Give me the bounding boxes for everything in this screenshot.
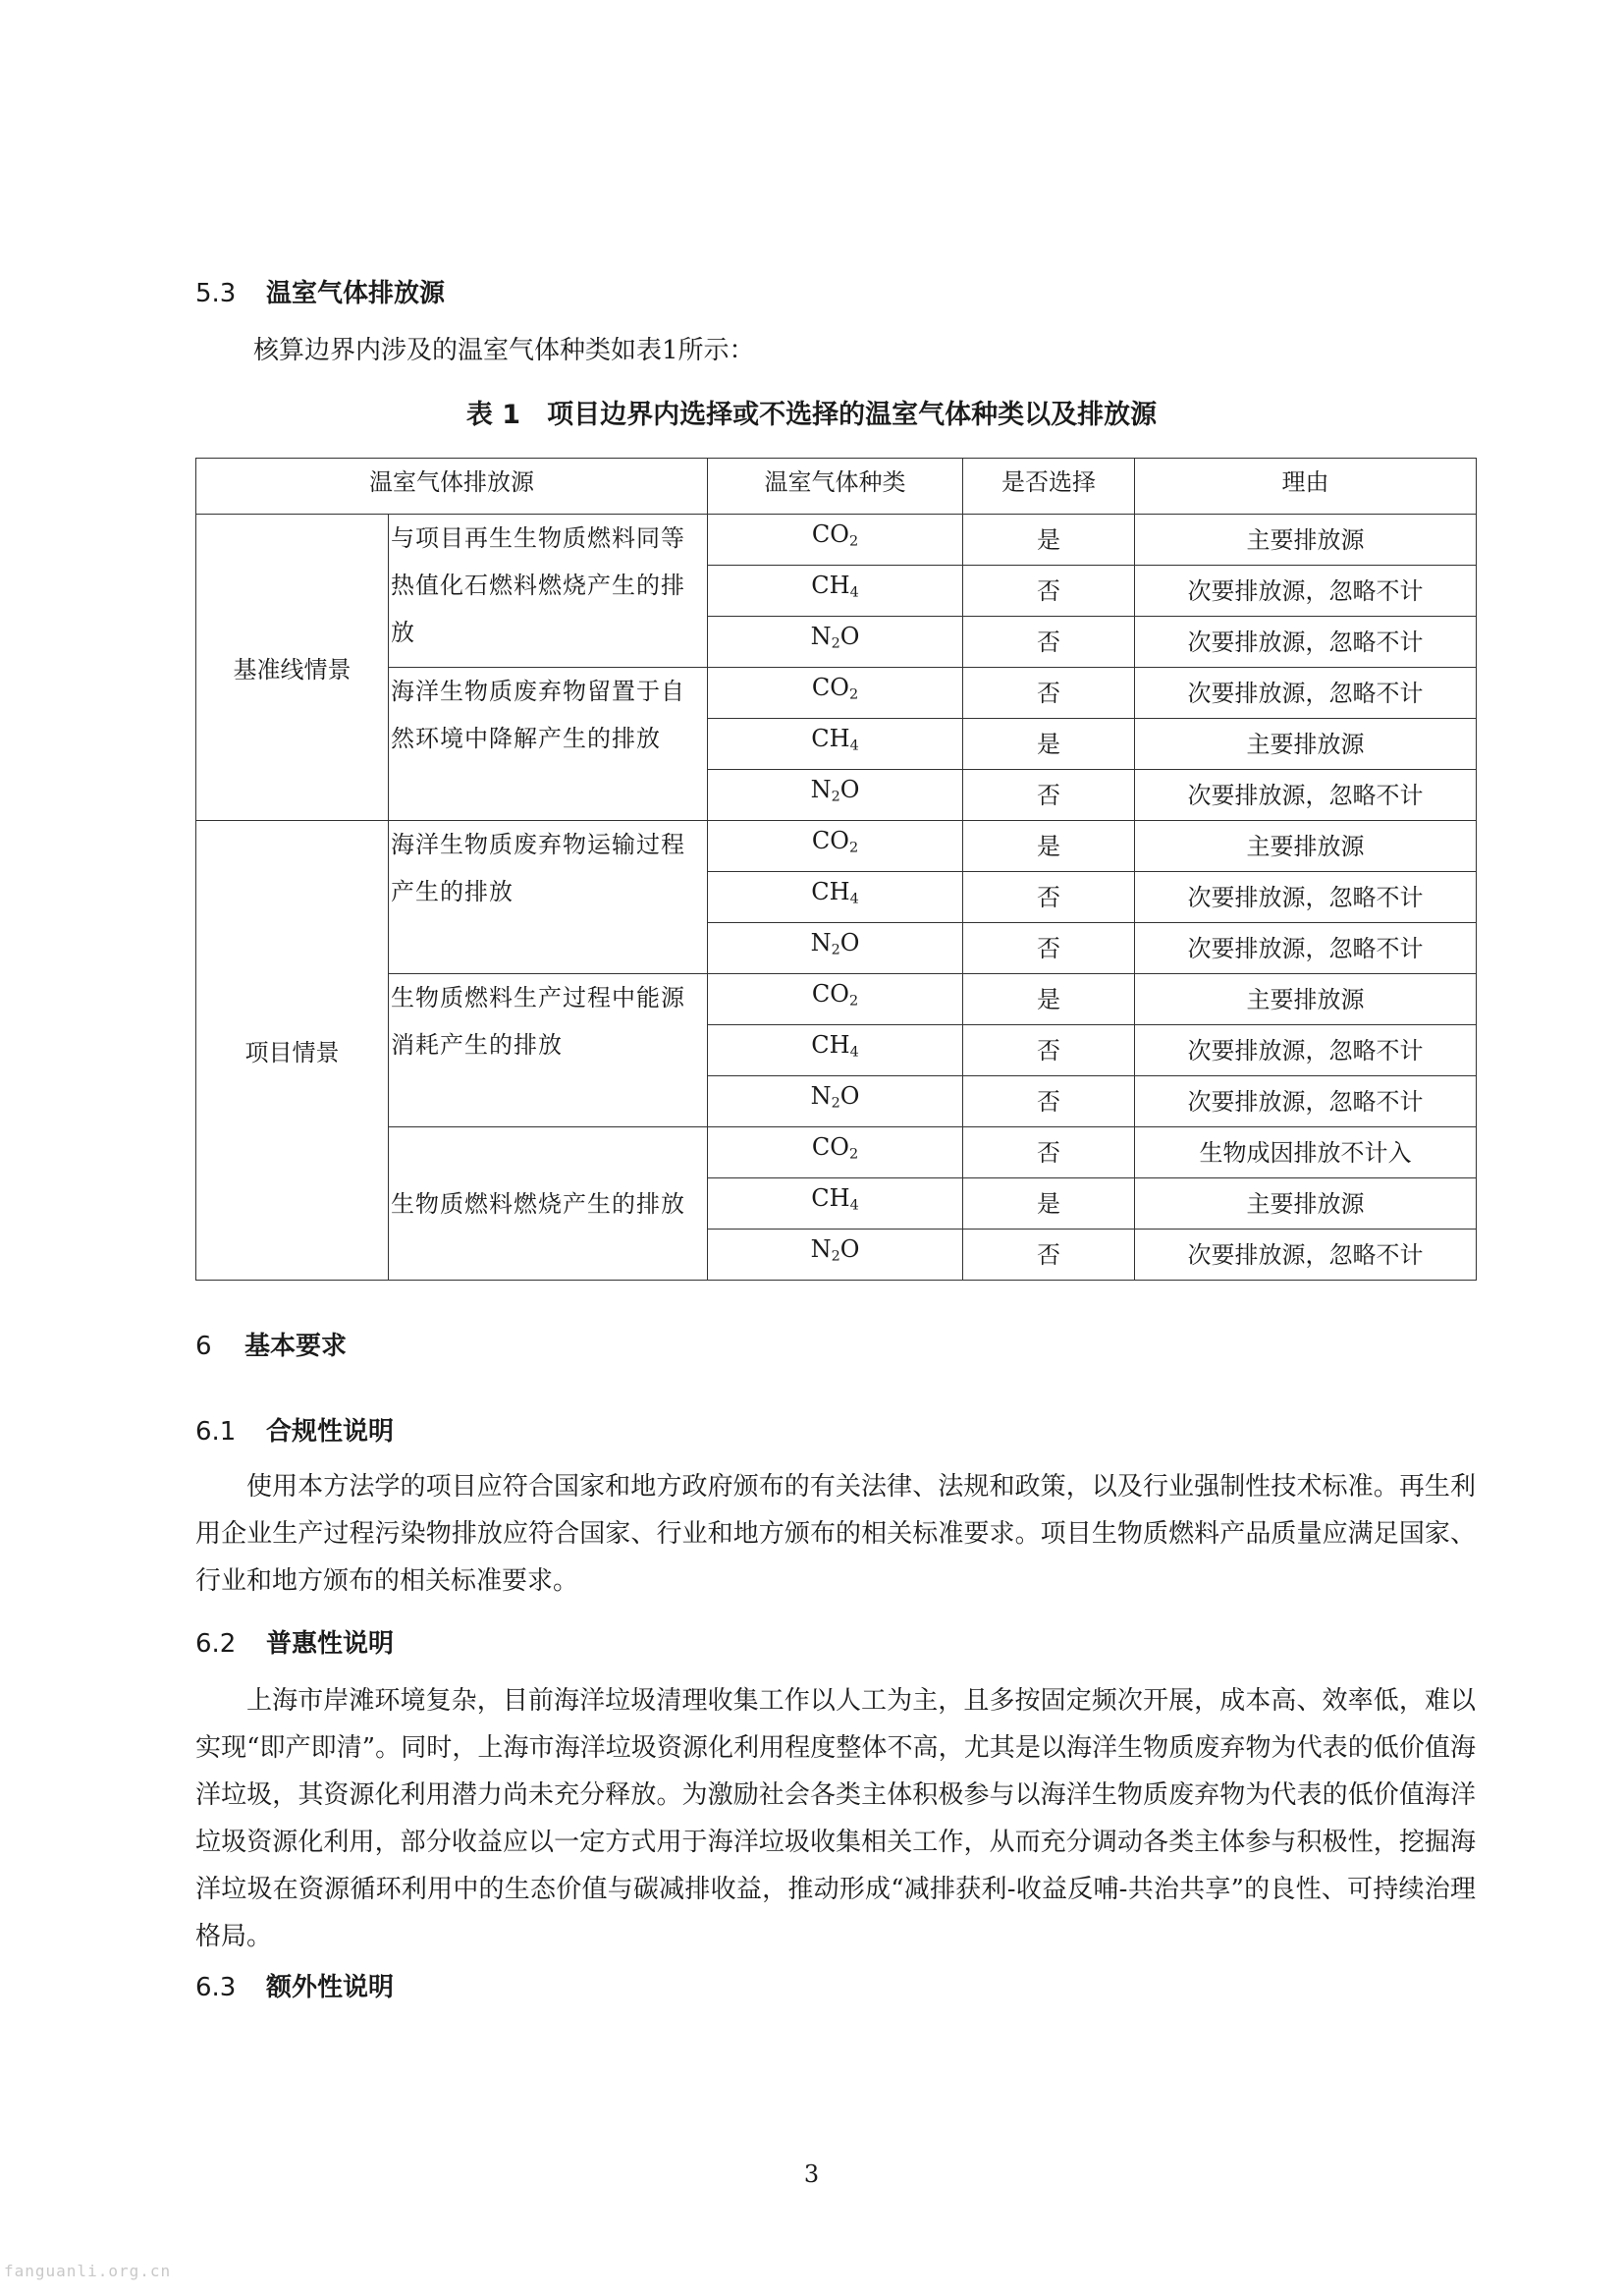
gas-type-cell [708,668,963,719]
gas-formula-subscript: 4 [849,1197,859,1214]
gas-type-cell [708,719,963,770]
selected-cell: 否 [963,1025,1135,1076]
section-number: 6.3 [195,1973,237,2002]
section-heading-6-3 [195,1967,394,2003]
reason-cell: 主要排放源 [1135,719,1477,770]
reason-cell: 主要排放源 [1135,1178,1477,1230]
reason-cell: 次要排放源，忽略不计 [1135,1230,1477,1281]
gas-formula-base: CO [811,827,849,854]
emission-source-cell: 生物质燃料燃烧产生的排放 [389,1127,708,1281]
gas-formula-tail: O [839,929,860,957]
watermark: fanguanli.org.cn [4,2262,172,2280]
selected-cell: 否 [963,1230,1135,1281]
header-reason: 理由 [1135,459,1477,515]
gas-formula-base: CH [811,1031,850,1059]
selected-cell: 否 [963,770,1135,821]
reason-cell: 次要排放源，忽略不计 [1135,872,1477,923]
reason-cell: 次要排放源，忽略不计 [1135,617,1477,668]
gas-formula-base: N [810,1235,832,1263]
section-title: 温室气体排放源 [266,279,446,308]
gas-formula-base: CO [811,980,849,1008]
reason-cell: 主要排放源 [1135,515,1477,566]
selected-cell: 是 [963,821,1135,872]
gas-formula-tail: O [839,1082,860,1110]
intro-paragraph: 核算边界内涉及的温室气体种类如表1所示： [253,336,755,365]
selected-cell: 否 [963,617,1135,668]
page-number: 3 [803,2160,820,2188]
selected-cell: 否 [963,872,1135,923]
gas-type-cell [708,515,963,566]
reason-cell: 次要排放源，忽略不计 [1135,1076,1477,1127]
gas-formula-subscript: 2 [848,533,859,550]
gas-type-cell [708,923,963,974]
reason-cell: 次要排放源，忽略不计 [1135,1025,1477,1076]
selected-cell: 是 [963,719,1135,770]
section-heading-5-3 [195,273,445,309]
reason-cell: 次要排放源，忽略不计 [1135,923,1477,974]
gas-formula-subscript: 2 [831,1248,840,1265]
gas-formula-subscript: 2 [831,942,840,958]
section-number: 5.3 [195,279,237,308]
table-row [196,974,1477,1025]
emission-source-cell: 海洋生物质废弃物留置于自然环境中降解产生的排放 [389,668,708,821]
gas-formula-base: N [810,623,832,650]
reason-cell: 次要排放源，忽略不计 [1135,668,1477,719]
gas-formula-tail: O [839,776,860,803]
section-number: 6.1 [195,1417,237,1447]
gas-type-cell [708,1076,963,1127]
section-title: 基本要求 [244,1332,348,1361]
gas-formula-subscript: 2 [848,1146,859,1163]
gas-type-cell [708,566,963,617]
gas-type-cell [708,1127,963,1178]
gas-type-cell [708,872,963,923]
scenario-cell: 基准线情景 [196,515,389,821]
gas-formula-subscript: 2 [848,993,859,1010]
gas-type-cell [708,974,963,1025]
header-emission-source: 温室气体排放源 [196,459,708,515]
gas-formula-base: N [810,1082,832,1110]
gas-formula-subscript: 2 [848,840,859,856]
gas-formula-base: CO [811,520,849,548]
table-caption: 表 1 项目边界内选择或不选择的温室气体种类以及排放源 [465,400,1158,430]
gas-type-cell [708,617,963,668]
reason-cell: 主要排放源 [1135,821,1477,872]
gas-formula-subscript: 2 [831,635,840,652]
gas-formula-base: N [810,929,832,957]
gas-type-cell [708,821,963,872]
gas-formula-subscript: 2 [848,686,859,703]
selected-cell: 否 [963,1076,1135,1127]
gas-formula-base: CH [811,1184,850,1212]
selected-cell: 是 [963,1178,1135,1230]
table-row [196,668,1477,719]
selected-cell: 否 [963,566,1135,617]
reason-cell: 生物成因排放不计入 [1135,1127,1477,1178]
reason-cell: 次要排放源，忽略不计 [1135,770,1477,821]
gas-formula-base: CH [811,878,850,905]
header-selected: 是否选择 [963,459,1135,515]
gas-formula-subscript: 4 [849,1044,859,1061]
gas-formula-subscript: 4 [849,891,859,907]
reason-cell: 主要排放源 [1135,974,1477,1025]
table-row [196,1127,1477,1178]
gas-type-cell [708,1178,963,1230]
gas-formula-subscript: 2 [831,789,840,805]
section-number: 6.2 [195,1629,237,1659]
gas-formula-subscript: 2 [831,1095,840,1112]
selected-cell: 否 [963,923,1135,974]
section-heading-6-1 [195,1411,394,1448]
section-title: 合规性说明 [266,1417,395,1447]
gas-type-cell [708,770,963,821]
emission-source-table [195,458,1477,1281]
table-row [196,821,1477,872]
header-gas-type: 温室气体种类 [708,459,963,515]
gas-formula-base: CO [811,1133,849,1161]
gas-formula-subscript: 4 [849,738,859,754]
gas-formula-subscript: 4 [849,584,859,601]
paragraph-inclusiveness: 上海市岸滩环境复杂，目前海洋垃圾清理收集工作以人工为主，且多按固定频次开展，成本高、效率低，难以实现“即产即清”。同时，上海市海洋垃圾资源化利用程度整体不高，尤其是以海洋生物质废弃物为代表的低价值海洋垃圾，其资源化利用潜力尚未充分释放。为激励社会各类主体积极参与以海洋生物质废弃物为代表的低价值海洋垃圾资源化利用，部分收益应以一定方式用于海洋垃圾收集相关工作，从而充分调动各类主体参与积极性，挖掘海洋垃圾在资源循环利用中的生态价值与碳减排收益，推动形成“减排获利-收益反哺-共治共享”的良性、可持续治理格局。 [195,1686,1476,1951]
emission-source-cell: 生物质燃料生产过程中能源消耗产生的排放 [389,974,708,1127]
section-title: 额外性说明 [266,1973,395,2002]
paragraph-compliance: 使用本方法学的项目应符合国家和地方政府颁布的有关法律、法规和政策，以及行业强制性技术标准。再生利用企业生产过程污染物排放应符合国家、行业和地方颁布的相关标准要求。项目生物质燃料产品质量应满足国家、行业和地方颁布的相关标准要求。 [195,1472,1476,1596]
selected-cell: 否 [963,668,1135,719]
gas-type-cell [708,1230,963,1281]
gas-formula-base: CH [811,572,850,599]
selected-cell: 是 [963,974,1135,1025]
table-row [196,515,1477,566]
gas-type-cell [708,1025,963,1076]
gas-formula-base: N [810,776,832,803]
reason-cell: 次要排放源，忽略不计 [1135,566,1477,617]
section-heading-6-2 [195,1623,394,1660]
scenario-cell: 项目情景 [196,821,389,1281]
selected-cell: 是 [963,515,1135,566]
gas-formula-tail: O [839,1235,860,1263]
section-number: 6 [195,1332,212,1361]
emission-source-cell: 与项目再生生物质燃料同等热值化石燃料燃烧产生的排放 [389,515,708,668]
gas-formula-base: CH [811,725,850,752]
gas-formula-base: CO [811,674,849,701]
section-heading-6 [195,1326,347,1362]
gas-formula-tail: O [839,623,860,650]
emission-source-cell: 海洋生物质废弃物运输过程产生的排放 [389,821,708,974]
section-title: 普惠性说明 [266,1629,395,1659]
selected-cell: 否 [963,1127,1135,1178]
